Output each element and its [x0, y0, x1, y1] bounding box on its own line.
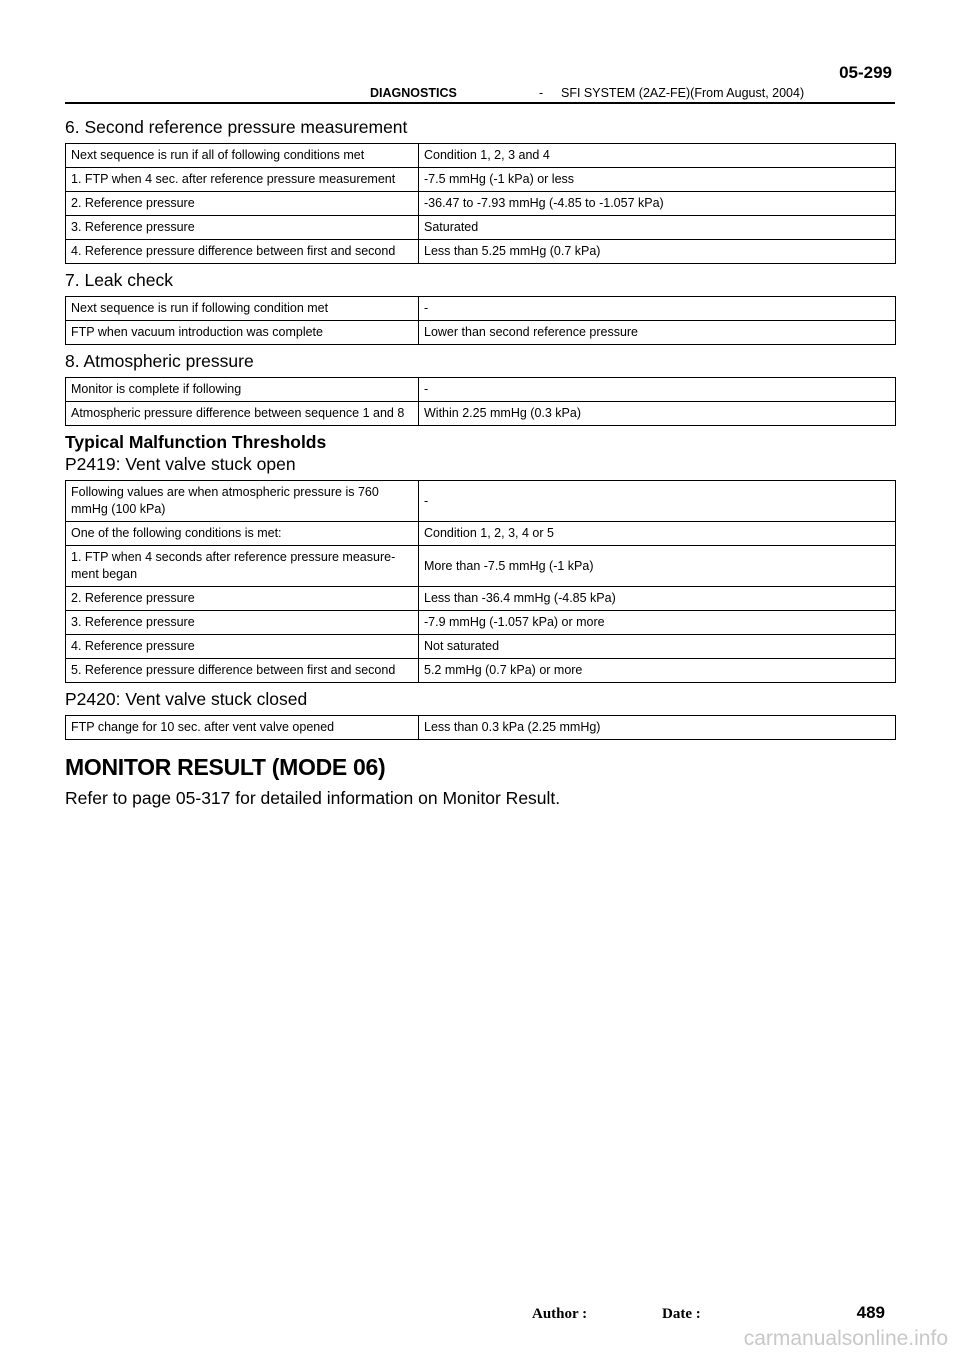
- watermark-text: carmanualsonline.info: [743, 1327, 948, 1350]
- page-content: [65, 116, 896, 809]
- table-cell: Next sequence is run if all of following conditions met: [66, 144, 419, 168]
- table-cell: Less than 5.25 mmHg (0.7 kPa): [419, 240, 896, 264]
- section-8-table: [65, 377, 896, 426]
- section-7-title: 7. Leak check: [65, 270, 173, 290]
- table-cell: 5.2 mmHg (0.7 kPa) or more: [419, 659, 896, 683]
- monitor-result-text: Refer to page 05-317 for detailed information on Monitor Result.: [65, 788, 561, 808]
- table-cell: -36.47 to -7.93 mmHg (-4.85 to -1.057 kPa): [419, 192, 896, 216]
- header-system: SFI SYSTEM (2AZ-FE)(From August, 2004): [561, 86, 805, 100]
- table-row: [66, 659, 896, 683]
- table-cell: 5. Reference pressure difference between first and second: [66, 659, 419, 683]
- section-6-title: 6. Second reference pressure measurement: [65, 117, 408, 137]
- table-cell: -: [419, 481, 896, 522]
- table-row: [66, 546, 896, 587]
- running-header: [65, 84, 895, 104]
- p2420-table: [65, 715, 896, 740]
- table-cell: One of the following conditions is met:: [66, 522, 419, 546]
- p2419-title: P2419: Vent valve stuck open: [65, 454, 296, 474]
- table-row: [66, 587, 896, 611]
- table-cell: Condition 1, 2, 3, 4 or 5: [419, 522, 896, 546]
- table-cell: -: [419, 378, 896, 402]
- table-cell: 4. Reference pressure difference between first and second: [66, 240, 419, 264]
- table-cell: -: [419, 297, 896, 321]
- table-row: [66, 240, 896, 264]
- table-row: [66, 481, 896, 522]
- table-cell: -7.9 mmHg (-1.057 kPa) or more: [419, 611, 896, 635]
- table-row: [66, 216, 896, 240]
- table-cell: FTP when vacuum introduction was complete: [66, 321, 419, 345]
- table-cell: Lower than second reference pressure: [419, 321, 896, 345]
- table-cell: Within 2.25 mmHg (0.3 kPa): [419, 402, 896, 426]
- table-row: [66, 635, 896, 659]
- table-cell: 1. FTP when 4 seconds after reference pressure measure-ment began: [66, 546, 419, 587]
- table-cell: 3. Reference pressure: [66, 216, 419, 240]
- table-cell: Monitor is complete if following: [66, 378, 419, 402]
- table-row: [66, 144, 896, 168]
- table-cell: 3. Reference pressure: [66, 611, 419, 635]
- header-section: DIAGNOSTICS: [370, 86, 457, 100]
- section-6-table: [65, 143, 896, 264]
- table-cell: 4. Reference pressure: [66, 635, 419, 659]
- table-row: [66, 297, 896, 321]
- table-cell: -7.5 mmHg (-1 kPa) or less: [419, 168, 896, 192]
- table-cell: 2. Reference pressure: [66, 587, 419, 611]
- page-number: 05-299: [839, 63, 892, 82]
- header-dash: -: [539, 86, 544, 100]
- table-cell: More than -7.5 mmHg (-1 kPa): [419, 546, 896, 587]
- table-cell: Saturated: [419, 216, 896, 240]
- table-row: [66, 192, 896, 216]
- table-row: [66, 168, 896, 192]
- table-cell: Next sequence is run if following condition met: [66, 297, 419, 321]
- author-label: Author :: [532, 1306, 588, 1322]
- date-label: Date :: [662, 1306, 701, 1322]
- table-cell: Not saturated: [419, 635, 896, 659]
- table-row: [66, 402, 896, 426]
- section-7-table: [65, 296, 896, 345]
- footer-page-number: 489: [856, 1303, 885, 1322]
- table-row: [66, 716, 896, 740]
- section-8-title: 8. Atmospheric pressure: [65, 351, 254, 371]
- table-row: [66, 378, 896, 402]
- monitor-result-title: MONITOR RESULT (MODE 06): [65, 754, 386, 780]
- table-cell: Condition 1, 2, 3 and 4: [419, 144, 896, 168]
- p2420-title: P2420: Vent valve stuck closed: [65, 689, 308, 709]
- table-cell: Following values are when atmospheric pressure is 760 mmHg (100 kPa): [66, 481, 419, 522]
- table-cell: Less than -36.4 mmHg (-4.85 kPa): [419, 587, 896, 611]
- table-cell: FTP change for 10 sec. after vent valve opened: [66, 716, 419, 740]
- table-row: [66, 321, 896, 345]
- table-row: [66, 522, 896, 546]
- table-cell: 2. Reference pressure: [66, 192, 419, 216]
- table-cell: Atmospheric pressure difference between sequence 1 and 8: [66, 402, 419, 426]
- p2419-table: [65, 480, 896, 683]
- table-cell: Less than 0.3 kPa (2.25 mmHg): [419, 716, 896, 740]
- table-row: [66, 611, 896, 635]
- table-cell: 1. FTP when 4 sec. after reference pressure measurement: [66, 168, 419, 192]
- thresholds-title: Typical Malfunction Thresholds: [65, 432, 327, 452]
